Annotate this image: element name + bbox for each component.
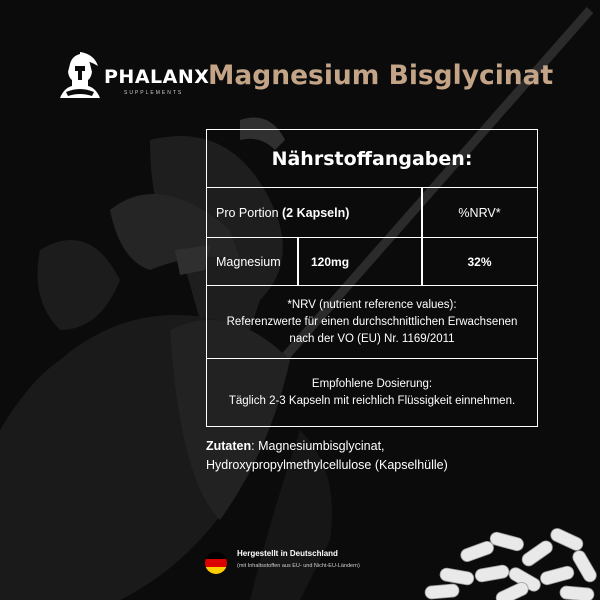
nutrient-name: Magnesium: [216, 254, 281, 269]
dosage-title: Empfohlene Dosierung:: [311, 377, 433, 390]
dosage-row: [207, 359, 537, 426]
brand-subtitle: SUPPLEMENTS: [124, 90, 184, 96]
brand-name: PHALANX: [104, 66, 210, 88]
germany-flag-icon: [205, 552, 227, 574]
nrv-note: [207, 286, 537, 358]
nrv-header-cell: [422, 188, 537, 237]
nutrient-amount: 120mg: [311, 254, 350, 269]
dosage-text: Täglich 2-3 Kapseln mit reichlich Flüssigkeit einnehmen.: [228, 394, 516, 407]
dosage-block: [207, 359, 537, 426]
table-row: [207, 188, 537, 238]
table-row: [207, 238, 537, 286]
nrv-note-line: *NRV (nutrient reference values):: [287, 298, 457, 311]
portion-amount: (2 Kapseln): [282, 205, 350, 220]
phalanx-logo: [58, 52, 210, 102]
nrv-note-line: nach der VO (EU) Nr. 1169/2011: [289, 332, 455, 345]
nutrient-nrv: 32%: [467, 254, 492, 269]
ingredients-line: : Magnesiumbisglycinat,: [251, 439, 385, 453]
portion-cell: [216, 188, 349, 237]
nrv-note-line: Referenzwerte für einen durchschnittlichen Erwachsenen: [226, 315, 518, 328]
ingredients-line: Hydroxypropylmethylcellulose (Kapselhülle): [206, 458, 448, 472]
ingredients-label: Zutaten: [206, 439, 252, 453]
product-title: Magnesium Bisglycinat: [208, 60, 554, 91]
capsules-image: [420, 525, 600, 600]
table-header-row: [207, 130, 537, 188]
table-heading: Nährstoffangaben:: [271, 147, 473, 170]
ingredients: [206, 437, 566, 475]
portion-label: Pro Portion: [216, 205, 283, 220]
nutrition-table: [206, 129, 538, 427]
origin-subtitle: (mit Inhaltsstoffen aus EU- und Nicht-EU-Ländern): [237, 563, 360, 569]
spartan-helmet-logo-icon: [58, 52, 102, 102]
column-divider: [297, 238, 299, 285]
nrv-header: %NRV*: [458, 205, 501, 220]
nrv-note-row: [207, 286, 537, 359]
origin-title: Hergestellt in Deutschland: [237, 549, 338, 558]
